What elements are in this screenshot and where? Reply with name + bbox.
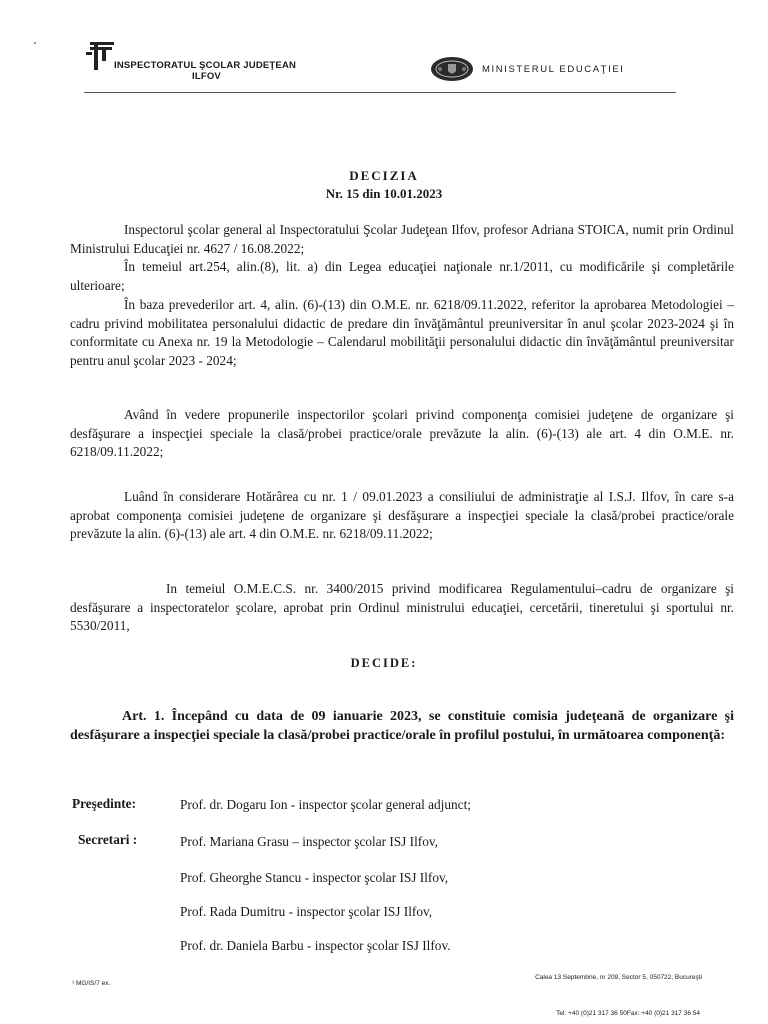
decision-number: Nr. 15 din 10.01.2023: [325, 186, 443, 201]
isj-name-line2: ILFOV: [192, 71, 221, 82]
member-secretary-2: Prof. Gheorghe Stancu - inspector şcolar ISJ Ilfov,: [180, 870, 449, 885]
article-1: Art. 1. Începând cu data de 09 ianuarie 2023, se constituie comisia judeţeană de organizare şi desfăşurare a inspecţiei speciale la clasă/probei practice/orale în profilul postului, în următoarea componenţă:: [70, 709, 734, 743]
header-divider: [84, 92, 676, 93]
ministry-name: MINISTERUL EDUCAŢIEI: [482, 64, 625, 75]
member-secretary-1: Prof. Mariana Grasu – inspector şcolar ISJ Ilfov,: [180, 834, 438, 849]
member-president: Prof. dr. Dogaru Ion - inspector şcolar general adjunct;: [180, 797, 471, 812]
footer-phone: Tel: +40 (0)21 317 36 50Fax: +40 (0)21 317 36 54: [556, 1010, 700, 1017]
scan-speck: [34, 42, 36, 44]
paragraph-ome-provisions: În baza prevederilor art. 4, alin. (6)-(13) din O.M.E. nr. 6218/09.11.2022, referitor la aprobarea Metodologiei – cadru privind mobilitatea personalului didactic de predare din învăţământul preuniversitar în anul şcolar 2023-2024 şi în conformitate cu Anexa nr. 19 la Metodologie – Calendarul mobilităţii personalului didactic din învăţământul preuniversitar pentru anul şcolar 2023 - 2024;: [70, 297, 734, 368]
letterhead: [84, 38, 676, 94]
president-label: Preşedinte:: [72, 796, 137, 811]
isj-logo-icon: [84, 40, 118, 72]
secretaries-label: Secretari :: [78, 832, 138, 847]
footnote: ¹ MG/IS/7 ex.: [72, 980, 111, 987]
footer-address: Calea 13 Septembrie, nr 209, Sector 5, 050722, Bucureşti: [535, 974, 702, 981]
ministry-seal-icon: [430, 56, 474, 82]
paragraph-proposals: Având în vedere propunerile inspectorilor şcolari privind componenţa comisiei judeţene de organizare şi desfăşurare a inspecţiei speciale la clasă/probei practice/orale prevăzute la alin. (6)-(13) ale art. 4 din O.M.E. nr. 6218/09.11.2022;: [70, 407, 734, 460]
isj-name-line1: INSPECTORATUL ŞCOLAR JUDEŢEAN: [114, 60, 297, 71]
paragraph-legal-basis: În temeiul art.254, alin.(8), lit. a) din Legea educaţiei naţionale nr.1/2011, cu modificările şi completările ulterioare;: [70, 259, 734, 293]
decision-heading: DECIZIA: [349, 168, 419, 183]
member-secretary-3: Prof. Rada Dumitru - inspector şcolar ISJ Ilfov,: [180, 904, 433, 919]
member-secretary-4: Prof. dr. Daniela Barbu - inspector şcolar ISJ Ilfov.: [180, 938, 451, 953]
decide-heading: DECIDE:: [350, 656, 418, 670]
paragraph-inspector: Inspectorul şcolar general al Inspectoratului Şcolar Judeţean Ilfov, profesor Adriana STOICA, numit prin Ordinul Ministrului Educaţiei nr. 4627 / 16.08.2022;: [70, 222, 734, 256]
paragraph-omecs: In temeiul O.M.E.C.S. nr. 3400/2015 privind modificarea Regulamentului–cadru de organizare şi desfăşurare a inspectoratelor şcolare, aprobat prin Ordinul ministrului educaţiei, cercetării, tineretului şi sportului nr. 5530/2011,: [70, 581, 734, 634]
isj-name: [114, 60, 296, 82]
paragraph-board-decision: Luând în considerare Hotărârea cu nr. 1 / 09.01.2023 a consiliului de administraţie al I.S.J. Ilfov, în care s-a aprobat componenţa comisiei judeţene de organizare şi desfăşurare a inspecţiei speciale la clasă/probei practice/orale prevăzute la alin. (6)-(13) ale art. 4 din O.M.E. nr. 6218/09.11.2022;: [70, 489, 734, 542]
